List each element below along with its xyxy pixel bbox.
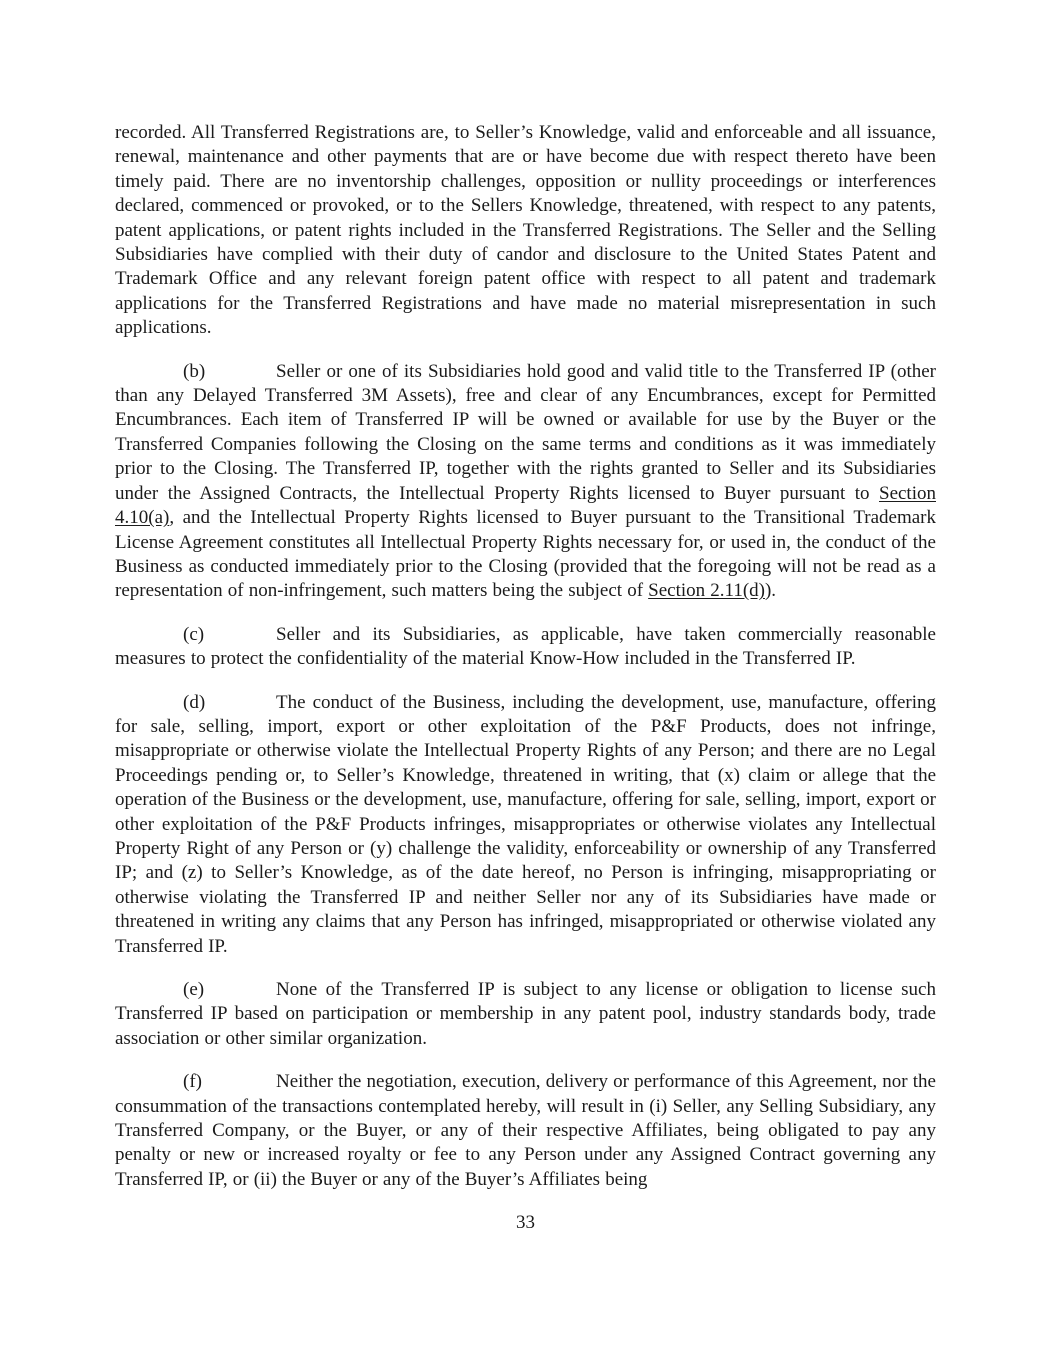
text-run: The conduct of the Business, including the development, use, manufacture, offering for sale, selling, import, export or other exploitation of the P&F Products, does not infringe, misappropriate or otherwise violate the Intellectual Property Rights of any Person; and there are no Legal Proceedings pending or, to Seller’s Knowledge, threatened in writing, that (x) claim or allege that the operation of the Business or the development, use, manufacture, offering for sale, selling, import, export or other exploitation of the P&F Products infringes, misappropriates or otherwise violates any Intellectual Property Right of any Person or (y) challenge the validity, enforceability or ownership of any Transferred IP; and (z) to Seller’s Knowledge, as of the date hereof, no Person is infringing, misappropriating or otherwise violating the Transferred IP and neither Seller nor any of its Subsidiaries have made or threatened in writing any claims that any Person has infringed, misappropriated or otherwise violated any Transferred IP.: [115, 691, 936, 957]
text-run: recorded. All Transferred Registrations are, to Seller’s Knowledge, valid and enforceable and all issuance, renewal, maintenance and other payments that are or have become due with respect thereto have been timely paid. There are no inventorship challenges, opposition or nullity proceedings or interferences declared, commenced or provoked, or to the Sellers Knowledge, threatened, with respect to any patents, patent applications, or patent rights included in the Transferred Registrations. The Seller and the Selling Subsidiaries have complied with their duty of candor and disclosure to the United States Patent and Trademark Office and any relevant foreign patent office with respect to all patent and trademark applications for the Transferred Registrations and have made no material misrepresentation in such applications.: [115, 122, 936, 339]
paragraph-label: (e): [183, 979, 205, 1000]
paragraph-b: [115, 360, 936, 604]
page-number: 33: [516, 1212, 535, 1234]
paragraph-label: (c): [183, 623, 205, 645]
text-run: , and the Intellectual Property Rights licensed to Buyer pursuant to the Transitional Trademark License Agreement constitutes all Intellectual Property Rights necessary for, or used in, the conduct of the Business as conducted immediately prior to the Closing (provided that the foregoing will not be read as a representation of non-infringement, such matters being the subject of: [115, 507, 936, 602]
text-run: ).: [764, 580, 777, 602]
text-run: Seller and its Subsidiaries, as applicable, have taken commercially reasonable measures to protect the confidentiality of the material Know-How included in the Transferred IP.: [115, 623, 936, 670]
document-body: [115, 121, 936, 1236]
text-run: Neither the negotiation, execution, delivery or performance of this Agreement, nor the consummation of the transactions contemplated hereby, will result in (i) Seller, any Selling Subsidiary, any Transferred Company, or the Buyer, or any of their respective Affiliates, being obligated to pay any penalty or new or increased royalty or fee to any Person under any Assigned Contract governing any Transferred IP, or (ii) the Buyer or any of the Buyer’s Affiliates being: [115, 1071, 936, 1190]
section-reference: Section 2.11(d): [648, 580, 765, 602]
section-reference: Section 4.10(a): [115, 482, 936, 529]
paragraph-d: [115, 691, 936, 959]
paragraph-label: (f): [183, 1071, 202, 1093]
paragraph-label: (d): [183, 691, 206, 713]
paragraph-e: [115, 978, 936, 1051]
text-run: None of the Transferred IP is subject to any license or obligation to license such Transferred IP based on participation or membership in any patent pool, industry standards body, trade association or other similar organization.: [115, 979, 936, 1049]
paragraph-continuation: [115, 121, 936, 341]
paragraph-c: [115, 623, 936, 672]
text-run: Seller or one of its Subsidiaries hold good and valid title to the Transferred IP (other than any Delayed Transferred 3M Assets), free and clear of any Encumbrances, except for Permitted Encumbrances. Each item of Transferred IP will be owned or available for use by the Buyer or the Transferred Companies following the Closing on the same terms and conditions as it was immediately prior to the Closing. The Transferred IP, together with the rights granted to Seller and its Subsidiaries under the Assigned Contracts, the Intellectual Property Rights licensed to Buyer pursuant to: [115, 360, 936, 504]
paragraph-label: (b): [183, 360, 206, 382]
paragraph-f: [115, 1070, 936, 1192]
